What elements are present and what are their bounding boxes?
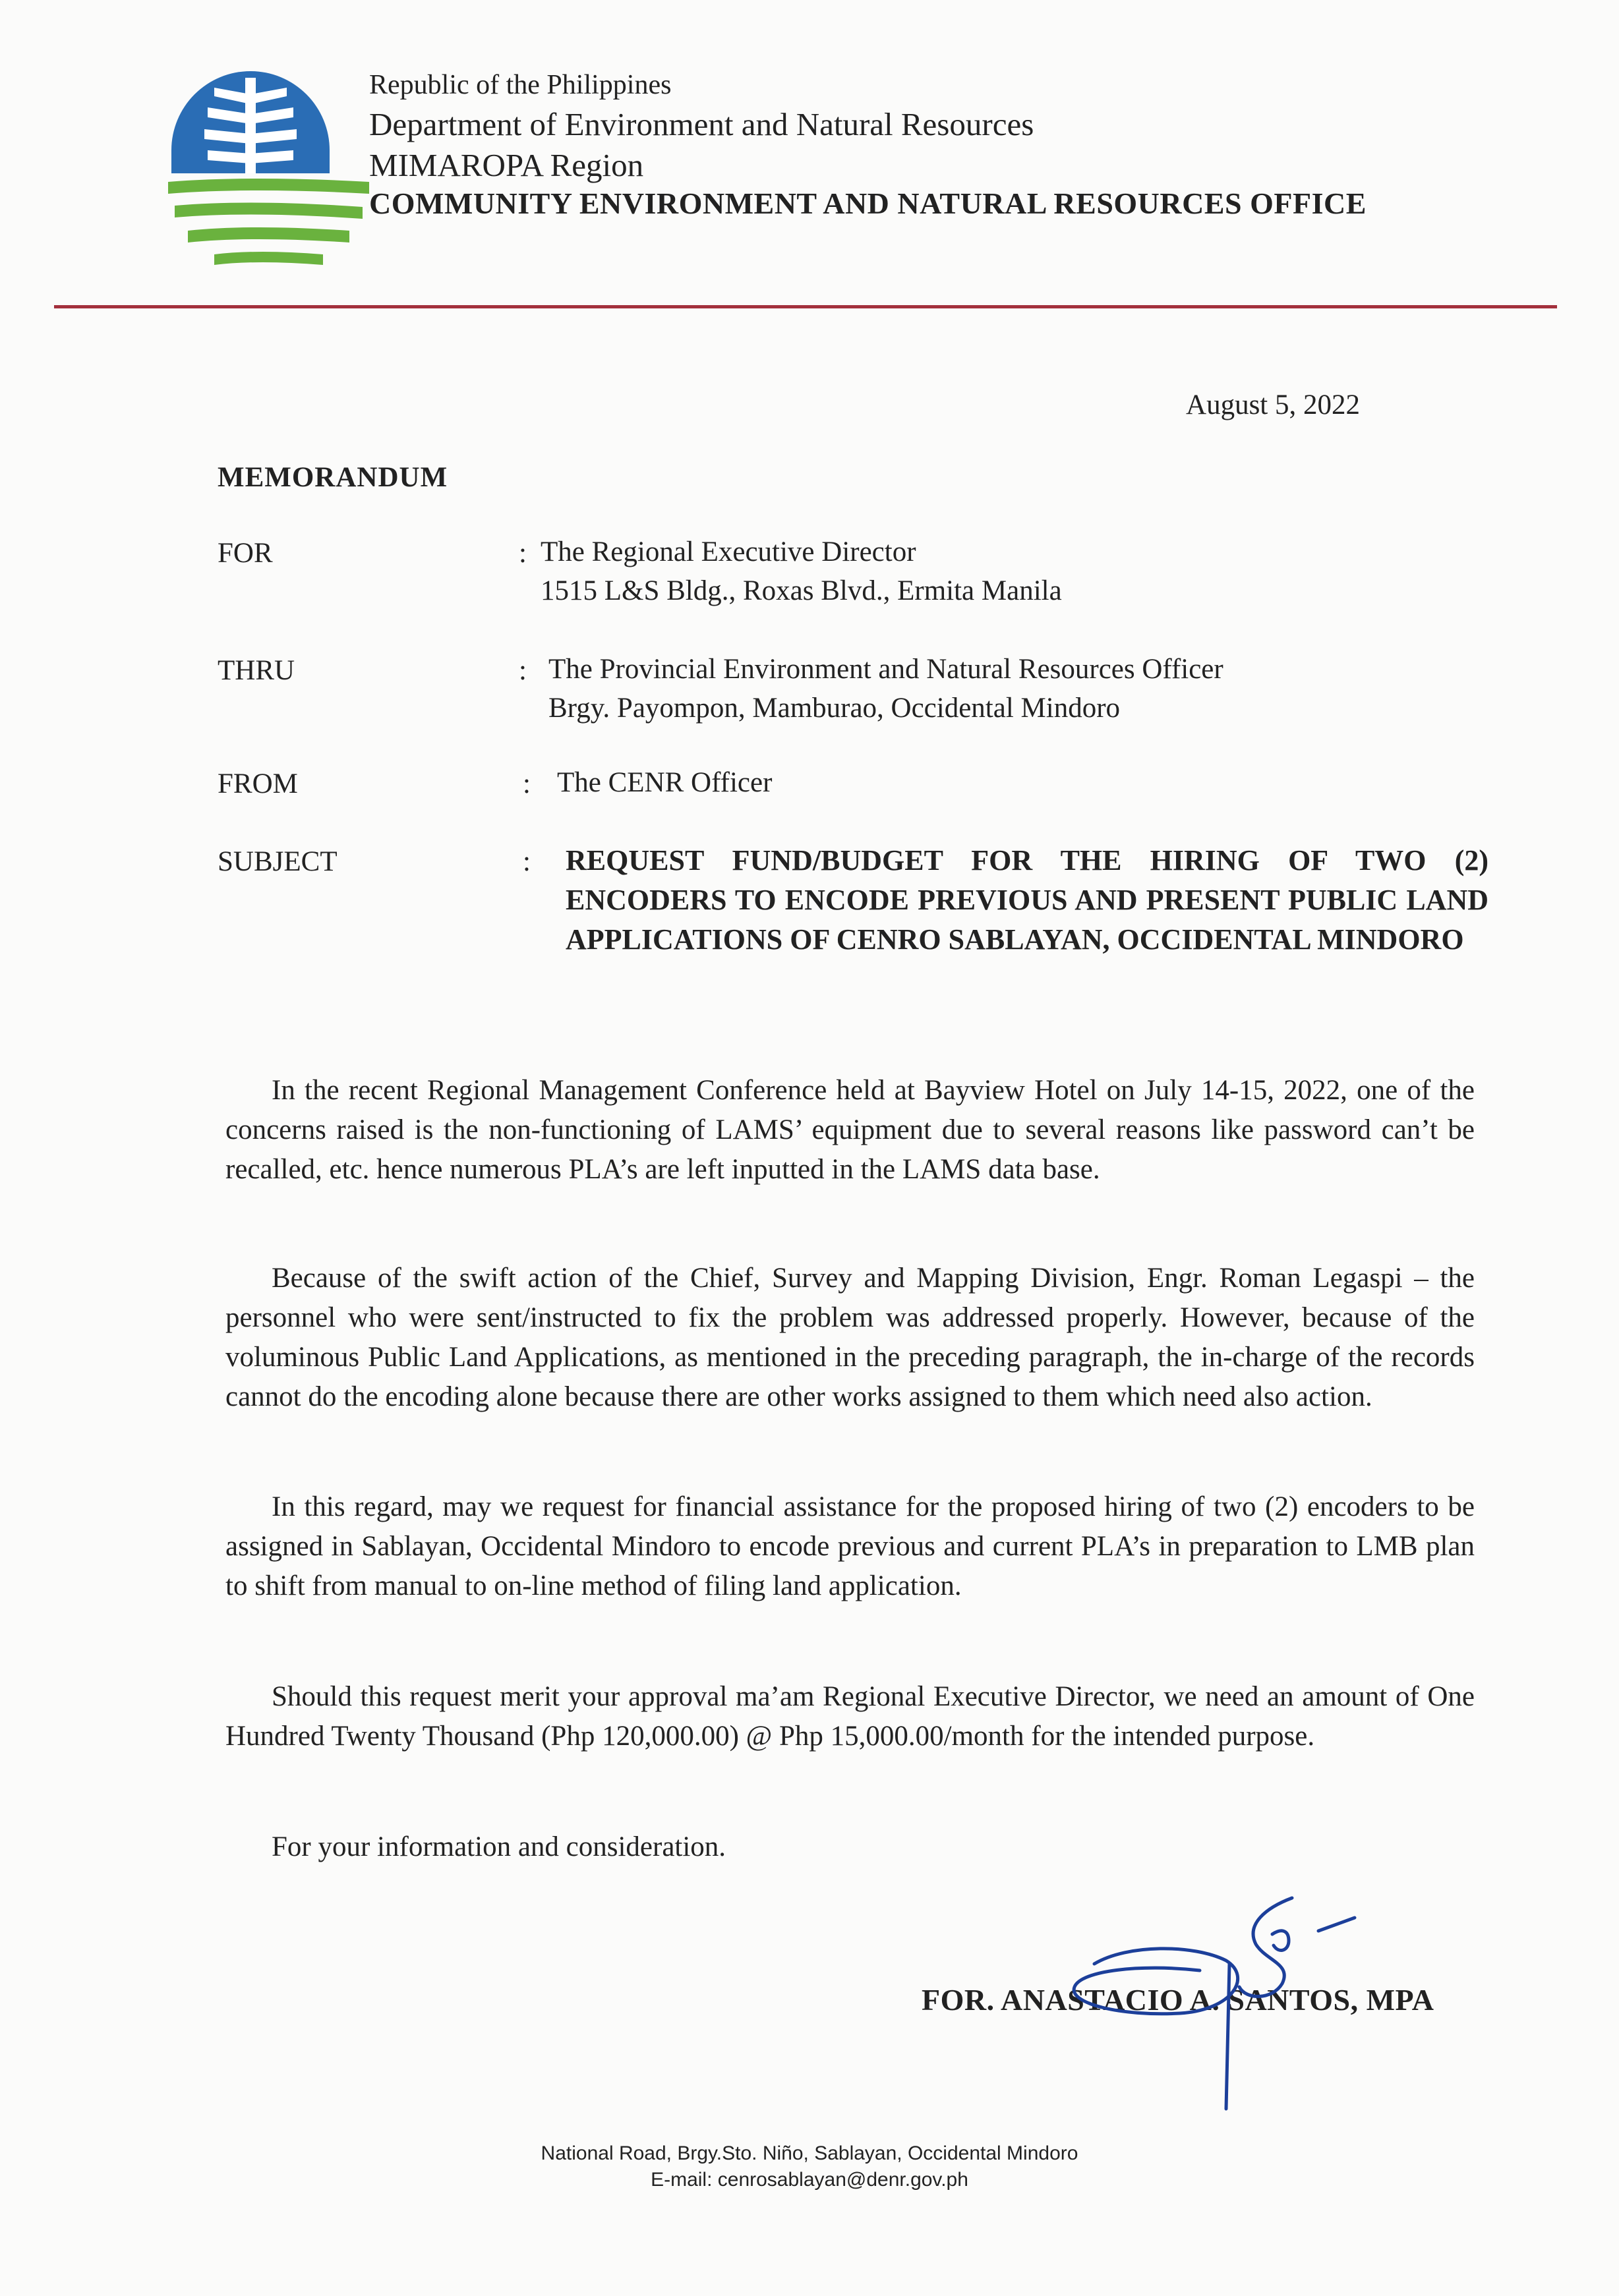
- letterhead-line-region: MIMAROPA Region: [369, 147, 644, 183]
- letterhead-divider: [54, 305, 1557, 308]
- body-paragraph-5: For your information and consideration.: [272, 1831, 726, 1862]
- thru-label: THRU: [218, 655, 295, 686]
- for-line-2: 1515 L&S Bldg., Roxas Blvd., Ermita Manila: [541, 575, 1062, 606]
- for-colon: :: [519, 538, 527, 569]
- body-paragraph-3: In this regard, may we request for financial assistance for the proposed hiring of two (2) encoders to be assigned in Sablayan, Occidental Mindoro to encode previous and current PLA’s in preparation to LMB plan to shift from manual to on-line method of filing land application.: [225, 1491, 1475, 1601]
- thru-colon: :: [519, 655, 527, 686]
- footer-email: E-mail: cenrosablayan@denr.gov.ph: [651, 2169, 968, 2191]
- from-label: FROM: [218, 768, 298, 799]
- from-line-1: The CENR Officer: [557, 767, 773, 798]
- footer: [0, 2140, 1619, 2193]
- subject-label: SUBJECT: [218, 846, 338, 877]
- body-paragraph-2: Because of the swift action of the Chief, Survey and Mapping Division, Engr. Roman Legaspi – the personnel who were sent/instructed to fix the problem was addressed properly. However, because of the voluminous Public Land Applications, as mentioned in the preceding paragraph, the in-charge of the records cannot do the encoding alone because there are other works assigned to them which need also action.: [225, 1263, 1475, 1412]
- letterhead-line-republic: Republic of the Philippines: [369, 70, 672, 100]
- memo-title: MEMORANDUM: [218, 462, 448, 493]
- denr-logo-icon: [152, 58, 369, 275]
- thru-line-1: The Provincial Environment and Natural Resources Officer: [548, 654, 1223, 685]
- subject-value: REQUEST FUND/BUDGET FOR THE HIRING OF TWO (2) ENCODERS TO ENCODE PREVIOUS AND PRESENT PUBLIC LAND APPLICATIONS OF CENRO SABLAYAN, OCCIDENTAL MINDORO: [566, 844, 1488, 956]
- handwritten-signature: [1028, 1872, 1398, 2122]
- thru-value: [548, 650, 1223, 728]
- memo-date: August 5, 2022: [1186, 389, 1360, 420]
- for-line-1: The Regional Executive Director: [541, 536, 916, 567]
- signatory-name: FOR. ANASTACIO A. SANTOS, MPA: [922, 1983, 1434, 2017]
- body-paragraph-1: In the recent Regional Management Conference held at Bayview Hotel on July 14-15, 2022, one of the concerns raised is the non-functioning of LAMS’ equipment due to several reasons like password can’t be recalled, etc. hence numerous PLA’s are left inputted in the LAMS data base.: [225, 1075, 1475, 1185]
- letterhead: [369, 71, 1367, 219]
- thru-line-2: Brgy. Payompon, Mamburao, Occidental Mindoro: [548, 693, 1121, 724]
- body-paragraph-4: Should this request merit your approval ma’am Regional Executive Director, we need an amount of One Hundred Twenty Thousand (Php 120,000.00) @ Php 15,000.00/month for the intended purpose.: [225, 1681, 1475, 1752]
- for-value: [541, 532, 1062, 610]
- from-value: [557, 763, 772, 802]
- footer-address: National Road, Brgy.Sto. Niño, Sablayan, Occidental Mindoro: [541, 2142, 1078, 2164]
- letterhead-line-department: Department of Environment and Natural Resources: [369, 106, 1034, 142]
- letterhead-line-office: COMMUNITY ENVIRONMENT AND NATURAL RESOURCES OFFICE: [369, 187, 1367, 220]
- subject-colon: :: [523, 846, 531, 877]
- from-colon: :: [523, 768, 531, 799]
- for-label: FOR: [218, 538, 273, 569]
